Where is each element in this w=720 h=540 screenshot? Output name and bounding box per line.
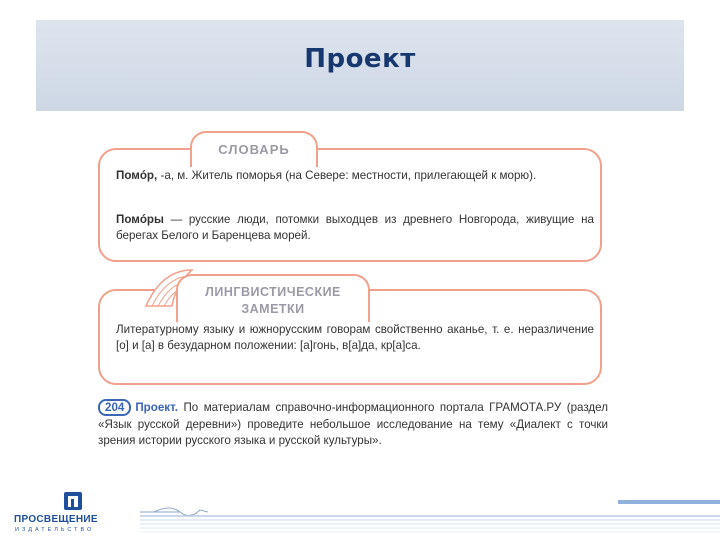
dictionary-entry-2: [116, 212, 594, 244]
publisher-logo-icon: [8, 492, 138, 532]
notes-tab-line2: ЗАМЕТКИ: [241, 302, 305, 316]
publisher-name: ПРОСВЕЩЕНИЕ: [14, 514, 98, 525]
dictionary-entry-1: [116, 168, 594, 184]
slide-title: Проект: [304, 44, 416, 74]
entry-2-text: — русские люди, потомки выходцев из древнего Новгорода, живущие на берегах Белого и Баренцева морей.: [116, 213, 594, 242]
textbook-page: [84, 126, 624, 476]
exercise-text: По материалам справочно-информационного портала ГРАМОТА.РУ (раздел «Язык русской деревни») проведите небольшое исследование на тему «Диалект с точки зрения истории русского языка и русской культуры».: [98, 401, 608, 447]
dictionary-box: [98, 148, 602, 262]
publisher-subtitle: ИЗДАТЕЛЬСТВО: [15, 527, 95, 533]
footer-decoration: [140, 500, 720, 540]
notes-tab-line1: ЛИНГВИСТИЧЕСКИЕ: [205, 285, 341, 299]
notes-tab: [176, 274, 370, 322]
exercise-number-badge: 204: [98, 399, 131, 416]
notes-text: Литературному языку и южнорусским говорам свойственно аканье, т. е. неразличение [о] и [а] в безударном положении: [а]гонь, в[а]да, кр[а]са.: [116, 323, 594, 352]
entry-1-text: -а, м. Житель поморья (на Севере: местности, прилегающей к морю).: [157, 169, 537, 182]
dictionary-tab: СЛОВАРЬ: [190, 131, 318, 167]
entry-2-word: Помóры: [116, 213, 164, 226]
exercise-204: [98, 399, 608, 450]
exercise-label: Проект.: [135, 401, 178, 414]
entry-1-word: Помóр,: [116, 169, 158, 182]
